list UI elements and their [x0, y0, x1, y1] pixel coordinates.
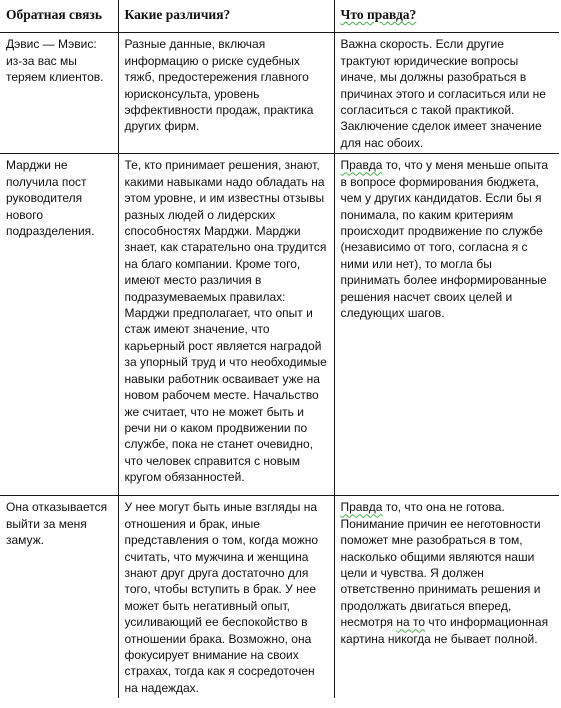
cell-differences: Разные данные, включая информацию о риске судебных тяжб, предостережения главного юрисконсульта, уровень эффективности продаж, практика других фирм. — [118, 33, 334, 154]
header-truth-text: Что правда? — [340, 7, 417, 22]
cell-truth-text: то, что у меня меньше опыта в вопросе формирования бюджета, чем у других кандидатов. Если бы я понимала, по каким критериям происходит продвижение по службе (независимо от того, согласна я с ними или нет), то могла бы принимать более информированные решения насчет своих целей и следующих шагов. — [340, 158, 549, 321]
spellcheck-marked-word: Правда — [340, 158, 383, 173]
spellcheck-marked-phrase: на то — [396, 615, 425, 630]
cell-truth-text-end: что информационная картина никогда не бывает полной. — [340, 615, 549, 646]
cell-truth: Важна скорость. Если другие трактуют юридические вопросы иначе, мы должны разобраться в причинах этого и согласиться или не согласиться с такой практикой. Заключение сделок имеет значение для нас обоих. — [334, 33, 559, 154]
table-row — [0, 33, 559, 154]
cell-differences: Те, кто принимает решения, знают, какими навыками надо обладать на этом уровне, и им известны отзывы разных людей о лидерских способностях Марджи. Марджи знает, как старательно она трудится на благо компании. Кроме того, имеют место различия в подразумеваемых правилах: Марджи предполагает, что опыт и стаж имеют значение, что карьерный рост является наградой за упорный труд и что необходимые навыки работник осваивает уже на новом рабочем месте. Начальство же считает, что не может быть и речи ни о каком продвижении по службе, пока не станет очевидно, что человек справится с новым кругом обязанностей. — [118, 154, 334, 496]
cell-truth — [334, 154, 559, 496]
header-differences: Какие различия? — [118, 0, 334, 33]
cell-feedback: Она отказывается выйти за меня замуж. — [6, 500, 108, 548]
table-row — [0, 496, 559, 698]
table-row — [0, 154, 559, 496]
cell-truth-text: то, что она не готова. Понимание причин ее неготовности поможет мне разобраться в том, насколько общими являются наши цели и чувства. Я должен ответственно принимать решения и продолжать двигаться вперед, несмотря — [340, 500, 541, 630]
cell-feedback: Марджи не получила пост руководителя нового подразделения. — [0, 154, 118, 496]
header-truth — [334, 0, 559, 33]
spellcheck-marked-word: Правда — [340, 500, 383, 515]
header-feedback: Обратная связь — [0, 0, 118, 33]
header-row — [0, 0, 559, 33]
cell-differences: У нее могут быть иные взгляды на отношения и брак, иные представления о том, когда можно считать, что мужчина и женщина знают друг друга достаточно для того, чтобы вступить в брак. У нее может быть негативный опыт, усиливающий ее беспокойство в отношении брака. Возможно, она фокусирует внимание на своих страхах, тогда как я сосредоточен на надеждах. — [118, 496, 334, 698]
cell-truth — [334, 496, 559, 698]
cell-feedback: Дэвис — Мэвис: из-за вас мы теряем клиентов. — [0, 33, 118, 154]
